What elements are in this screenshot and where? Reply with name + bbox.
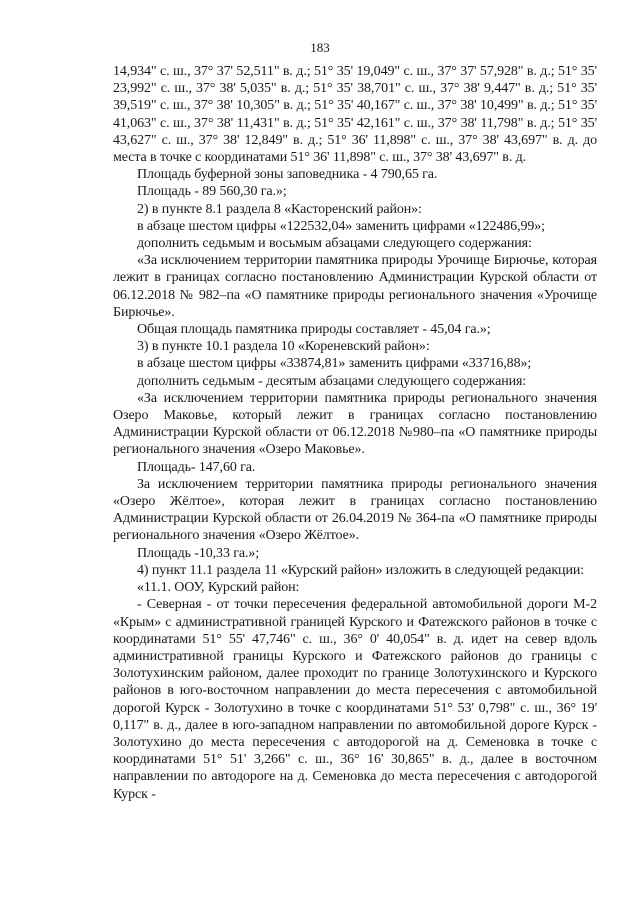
paragraph: Площадь -10,33 га.»; — [137, 545, 260, 561]
paragraph: 2) в пункте 8.1 раздела 8 «Касторенский район»: — [137, 201, 422, 217]
document-body — [113, 63, 597, 803]
page-number: 183 — [310, 40, 330, 55]
paragraph: «За исключением территории памятника природы регионального значения Озеро Маковье, который лежит в границах согласно постановлению Администрации Курской области от 06.12.2018 №980–па «О памятнике природы регионального значения «Озеро Маковье». — [113, 390, 597, 458]
paragraph: в абзаце шестом цифры «33874,81» заменить цифрами «33716,88»; — [137, 356, 532, 372]
paragraph: «За исключением территории памятника природы Урочище Бирючье, которая лежит в границах согласно постановлению Администрации Курской области от 06.12.2018 № 982–па «О памятнике природы регионального значения «Урочище Бирючье». — [113, 253, 597, 320]
paragraph: дополнить седьмым - десятым абзацами следующего содержания: — [137, 373, 527, 389]
paragraph: 4) пункт 11.1 раздела 11 «Курский район» изложить в следующей редакции: — [137, 562, 585, 578]
paragraph: 3) в пункте 10.1 раздела 10 «Кореневский район»: — [137, 339, 430, 355]
paragraph: «11.1. ООУ, Курский район: — [137, 580, 300, 596]
paragraph: Площадь- 147,60 га. — [137, 459, 256, 475]
paragraph: дополнить седьмым и восьмым абзацами следующего содержания: — [137, 236, 532, 252]
paragraph: Общая площадь памятника природы составляет - 45,04 га.»; — [137, 322, 491, 338]
paragraph: За исключением территории памятника природы регионального значения «Озеро Жёлтое», которая лежит в границах согласно постановлению Администрации Курской области от 26.04.2019 № 364-па «О памятнике природы регионального значения «Озеро Жёлтое». — [113, 476, 597, 544]
paragraph: - Северная - от точки пересечения федеральной автомобильной дороги М-2 «Крым» с административной границей Курского и Фатежского районов в точке с координатами 51° 55' 47,746" с. ш., 36° 0' 40,054" в. д. идет на север вдоль административной границы Курского и Фатежского районов до границы с Золотухинским районом, далее проходит по границе Золотухинского и Курского районов в юго-восточном направлении до места пересечения с автомобильной дорогой Курск - Золотухино в точке с координатами 51° 53' 0,798" с. ш., 36° 19' 0,117" в. д., далее в юго-западном направлении по автомобильной дороге Курск - Золотухино до места пересечения с автодорогой на д. Семеновка в точке с координатами 51° 51' 3,266" с. ш., 36° 16' 30,865" в. д., далее в восточном направлении по автодороге на д. Семеновка до места пересечения с автодорогой Курск - — [113, 597, 597, 802]
paragraph: в абзаце шестом цифры «122532,04» заменить цифрами «122486,99»; — [137, 218, 545, 234]
paragraph: 14,934" с. ш., 37° 37' 52,511" в. д.; 51° 35' 19,049" с. ш., 37° 37' 57,928" в. д.; 51° 35' 23,992" с. ш., 37° 38' 5,035" в. д.; 51° 35' 38,701" с. ш., 37° 38' 9,447" в. д.; 51° 35' 39,519" с. ш., 37° 38' 10,305" в. д.; 51° 35' 40,167" с. ш., 37° 38' 10,499" в. д.; 51° 35' 41,063" с. ш., 37° 38' 11,431" в. д.; 51° 35' 42,161" с. ш., 37° 38' 11,798" в. д.; 51° 35' 43,627" с. ш., 37° 38' 12,849" в. д.; 51° 36' 11,898" с. ш., 37° 38' 43,697" в. д. до места в точке с координатами 51° 36' 11,898" с. ш., 37° 38' 43,697" в. д. — [113, 64, 597, 166]
paragraph: Площадь буферной зоны заповедника - 4 790,65 га. — [137, 167, 438, 183]
paragraph: Площадь - 89 560,30 га.»; — [137, 184, 287, 200]
